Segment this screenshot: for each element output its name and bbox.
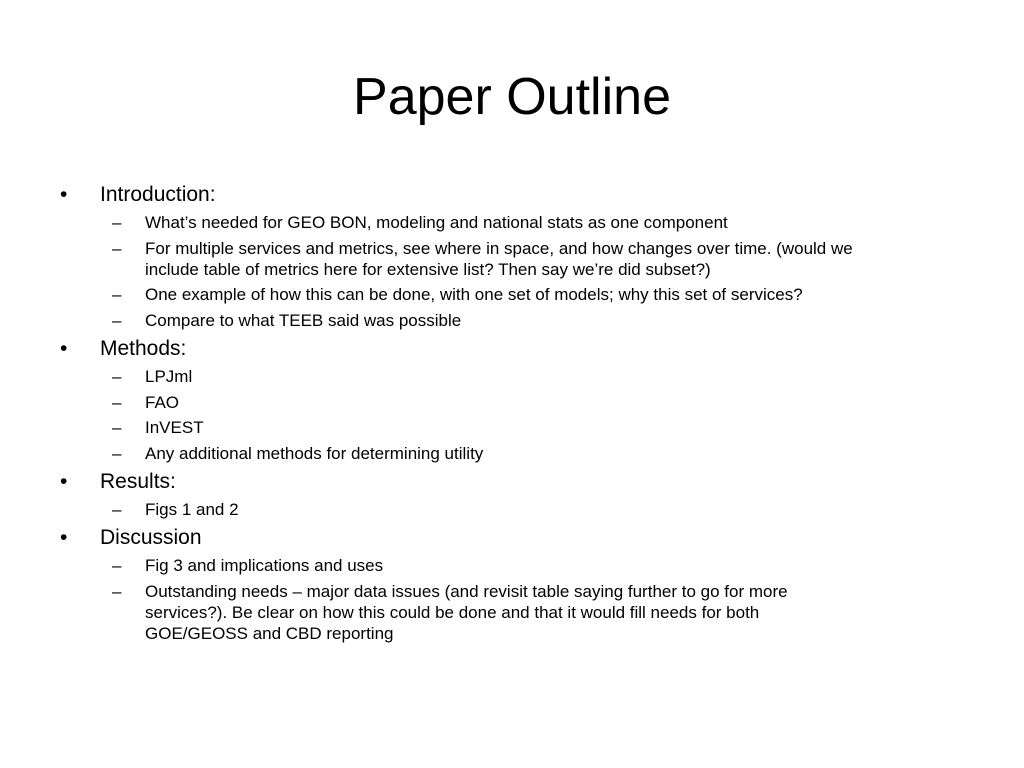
outline-item-line: include table of metrics here for extensive list? Then say we’re did subset?) [145, 260, 711, 279]
bullet-icon: • [60, 183, 68, 206]
outline-item-line: InVEST [145, 418, 204, 437]
dash-icon: – [112, 444, 122, 463]
bullet-icon: • [60, 526, 68, 549]
dash-icon: – [112, 556, 122, 575]
outline-item-text [145, 238, 975, 280]
outline-item-text [145, 499, 975, 520]
outline-item-line: Outstanding needs – major data issues (and revisit table saying further to go for more [145, 582, 788, 601]
outline-item-line: For multiple services and metrics, see where in space, and how changes over time. (would we [145, 239, 853, 258]
outline-item-line: LPJml [145, 367, 193, 386]
dash-icon: – [112, 285, 122, 304]
slide-title: Paper Outline [353, 68, 671, 126]
dash-icon: – [112, 213, 122, 232]
outline-item-text [145, 212, 975, 233]
outline-item-text [145, 417, 975, 438]
bullet-icon: • [60, 470, 68, 493]
bullet-icon: • [60, 337, 68, 360]
outline-item-text [145, 581, 975, 644]
outline-item-line: services?). Be clear on how this could be done and that it would fill needs for both [145, 603, 760, 622]
dash-icon: – [112, 367, 122, 386]
section-heading: Results: [100, 470, 176, 493]
outline-item-line: Compare to what TEEB said was possible [145, 311, 462, 330]
outline-item-text [145, 443, 975, 464]
outline-item-text [145, 310, 975, 331]
section-heading: Discussion [100, 526, 202, 549]
dash-icon: – [112, 239, 122, 258]
outline-item-line: One example of how this can be done, with one set of models; why this set of services? [145, 285, 803, 304]
dash-icon: – [112, 418, 122, 437]
dash-icon: – [112, 500, 122, 519]
outline-item-line: FAO [145, 393, 180, 412]
outline-item-text [145, 392, 975, 413]
outline-item-text [145, 366, 975, 387]
outline-item-line: GOE/GEOSS and CBD reporting [145, 624, 394, 643]
section-heading: Introduction: [100, 183, 216, 206]
outline-item-text [145, 555, 975, 576]
dash-icon: – [112, 582, 122, 601]
outline-item-text [145, 284, 975, 305]
dash-icon: – [112, 311, 122, 330]
section-heading: Methods: [100, 337, 187, 360]
outline-item-line: Fig 3 and implications and uses [145, 556, 384, 575]
outline-item-line: Figs 1 and 2 [145, 500, 239, 519]
dash-icon: – [112, 393, 122, 412]
outline-item-line: What’s needed for GEO BON, modeling and national stats as one component [145, 213, 728, 232]
outline-item-line: Any additional methods for determining utility [145, 444, 484, 463]
